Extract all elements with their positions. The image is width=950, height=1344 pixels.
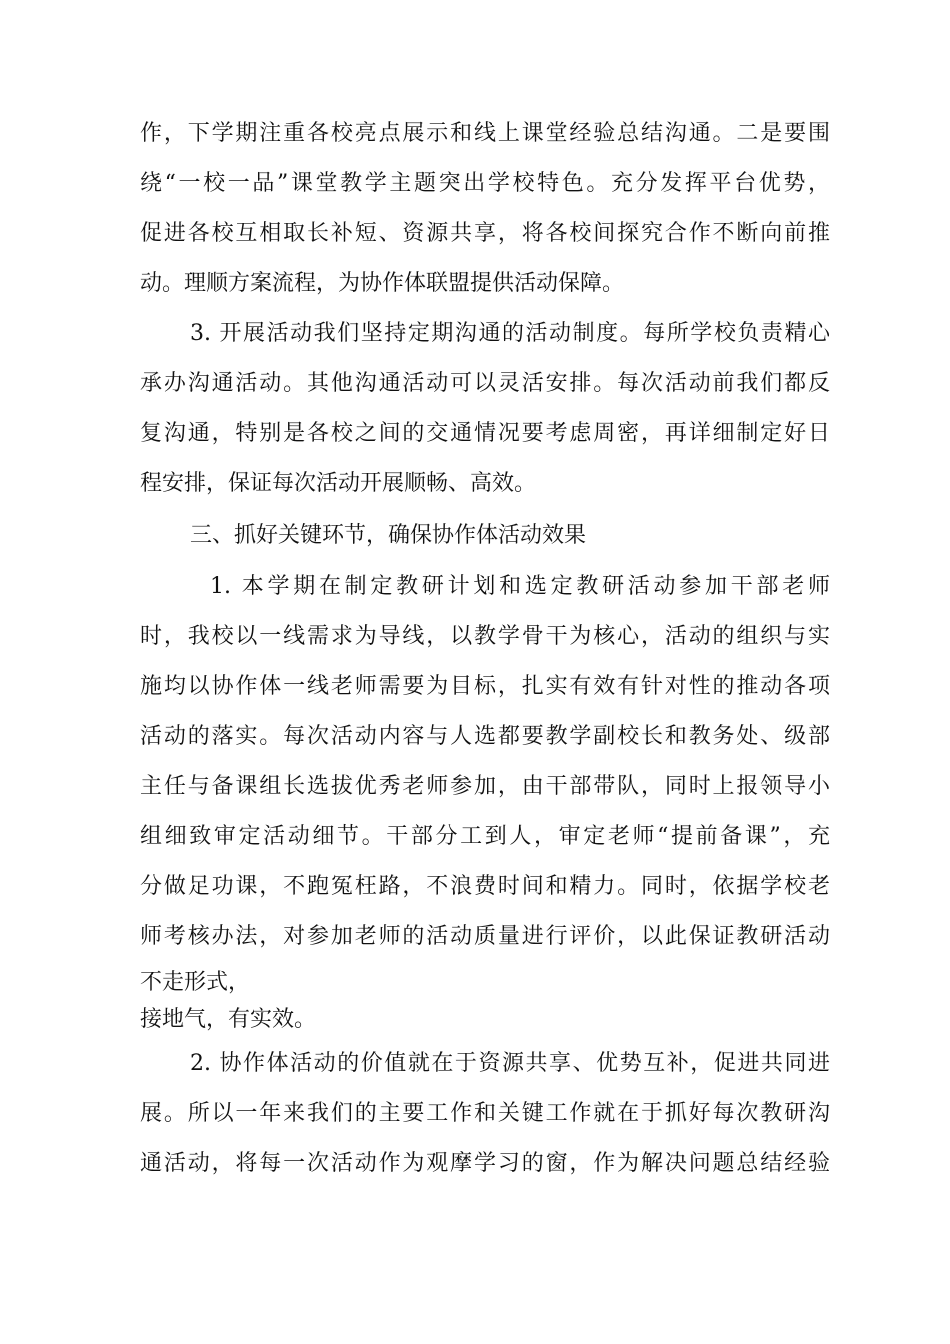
paragraph-1-line-2: 绕“一校一品”课堂教学主题突出学校特色。充分发挥平台优势， [140, 171, 830, 196]
paragraph-3-line-5: 主任与备课组长选拔优秀老师参加，由干部带队，同时上报领导小 [140, 774, 830, 799]
paragraph-3-line-9: 不走形式， [140, 970, 251, 995]
paragraph-2-line-3: 复沟通，特别是各校之间的交通情况要考虑周密，再详细制定好日 [140, 421, 830, 446]
paragraph-1-line-4: 动。理顺方案流程，为协作体联盟提供活动保障。 [140, 271, 625, 296]
paragraph-1-line-1: 作，下学期注重各校亮点展示和线上课堂经验总结沟通。二是要围 [140, 121, 830, 146]
paragraph-1-line-3: 促进各校互相取长补短、资源共享，将各校间探究合作不断向前推 [140, 221, 830, 246]
paragraph-2-line-4: 程安排，保证每次活动开展顺畅、高效。 [140, 471, 537, 496]
paragraph-3-line-1: 1. 本学期在制定教研计划和选定教研活动参加干部老师 [210, 574, 830, 599]
paragraph-4-line-1: 2. 协作体活动的价值就在于资源共享、优势互补，促进共同进 [190, 1051, 830, 1076]
paragraph-3-line-6: 组细致审定活动细节。干部分工到人，审定老师“提前备课”，充 [140, 824, 830, 849]
paragraph-3-line-8: 师考核办法，对参加老师的活动质量进行评价，以此保证教研活动 [140, 924, 830, 949]
paragraph-2-line-2: 承办沟通活动。其他沟通活动可以灵活安排。每次活动前我们都反 [140, 371, 830, 396]
section-heading: 三、抓好关键环节，确保协作体活动效果 [190, 523, 587, 548]
paragraph-4-line-2: 展。所以一年来我们的主要工作和关键工作就在于抓好每次教研沟 [140, 1101, 830, 1126]
paragraph-3-line-4: 活动的落实。每次活动内容与人选都要教学副校长和教务处、级部 [140, 724, 830, 749]
paragraph-3-line-7: 分做足功课，不跑冤枉路，不浪费时间和精力。同时，依据学校老 [140, 874, 830, 899]
paragraph-3-line-10: 接地气，有实效。 [140, 1007, 317, 1032]
paragraph-3-line-2: 时，我校以一线需求为导线，以教学骨干为核心，活动的组织与实 [140, 624, 830, 649]
paragraph-2-line-1: 3. 开展活动我们坚持定期沟通的活动制度。每所学校负责精心 [190, 321, 830, 346]
paragraph-3-line-3: 施均以协作体一线老师需要为目标，扎实有效有针对性的推动各项 [140, 674, 830, 699]
paragraph-4-line-3: 通活动，将每一次活动作为观摩学习的窗，作为解决问题总结经验 [140, 1151, 830, 1176]
